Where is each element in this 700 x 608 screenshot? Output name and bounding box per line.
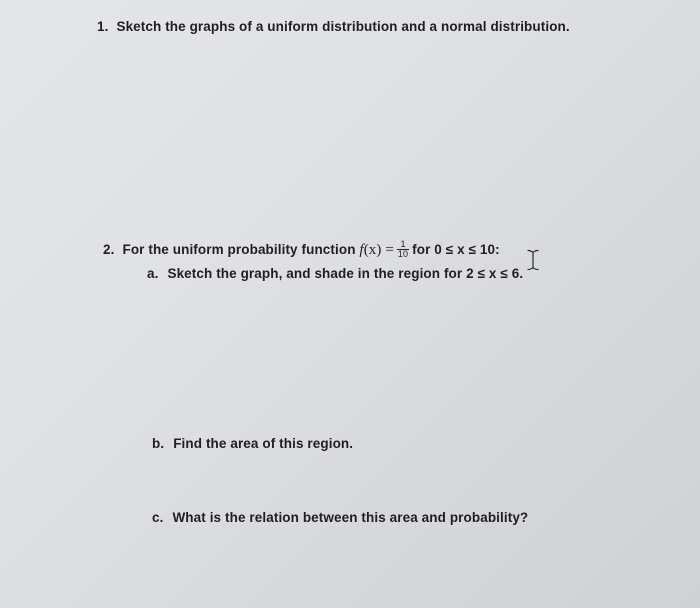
domain-condition: 0 ≤ x ≤ 10:: [434, 242, 500, 258]
question-2a: [147, 266, 523, 281]
fraction-denominator: 10: [397, 249, 409, 259]
function-arg: (x): [363, 242, 382, 259]
part-b-text: Find the area of this region.: [173, 436, 354, 451]
fraction-one-tenth: [397, 240, 409, 259]
question-2-number: 2.: [103, 242, 115, 258]
part-a-letter: a.: [147, 266, 159, 281]
question-1: [97, 19, 570, 34]
text-cursor-icon: [526, 249, 540, 271]
question-2-intro: For the uniform probability function: [122, 242, 356, 258]
question-2b: [152, 436, 353, 451]
question-1-number: 1.: [97, 19, 109, 34]
part-b-letter: b.: [152, 436, 165, 451]
question-1-text: Sketch the graphs of a uniform distribution and a normal distribution.: [116, 19, 570, 34]
part-c-text: What is the relation between this area and probability?: [172, 510, 529, 525]
question-2c: [152, 510, 528, 525]
question-2: [103, 241, 500, 260]
part-a-text: Sketch the graph, and shade in the region for 2 ≤ x ≤ 6.: [167, 266, 524, 281]
equals-sign: =: [385, 242, 394, 259]
part-c-letter: c.: [152, 510, 164, 525]
for-word: for: [412, 242, 431, 258]
function-name: f: [359, 242, 364, 259]
fraction-numerator: 1: [397, 240, 409, 250]
